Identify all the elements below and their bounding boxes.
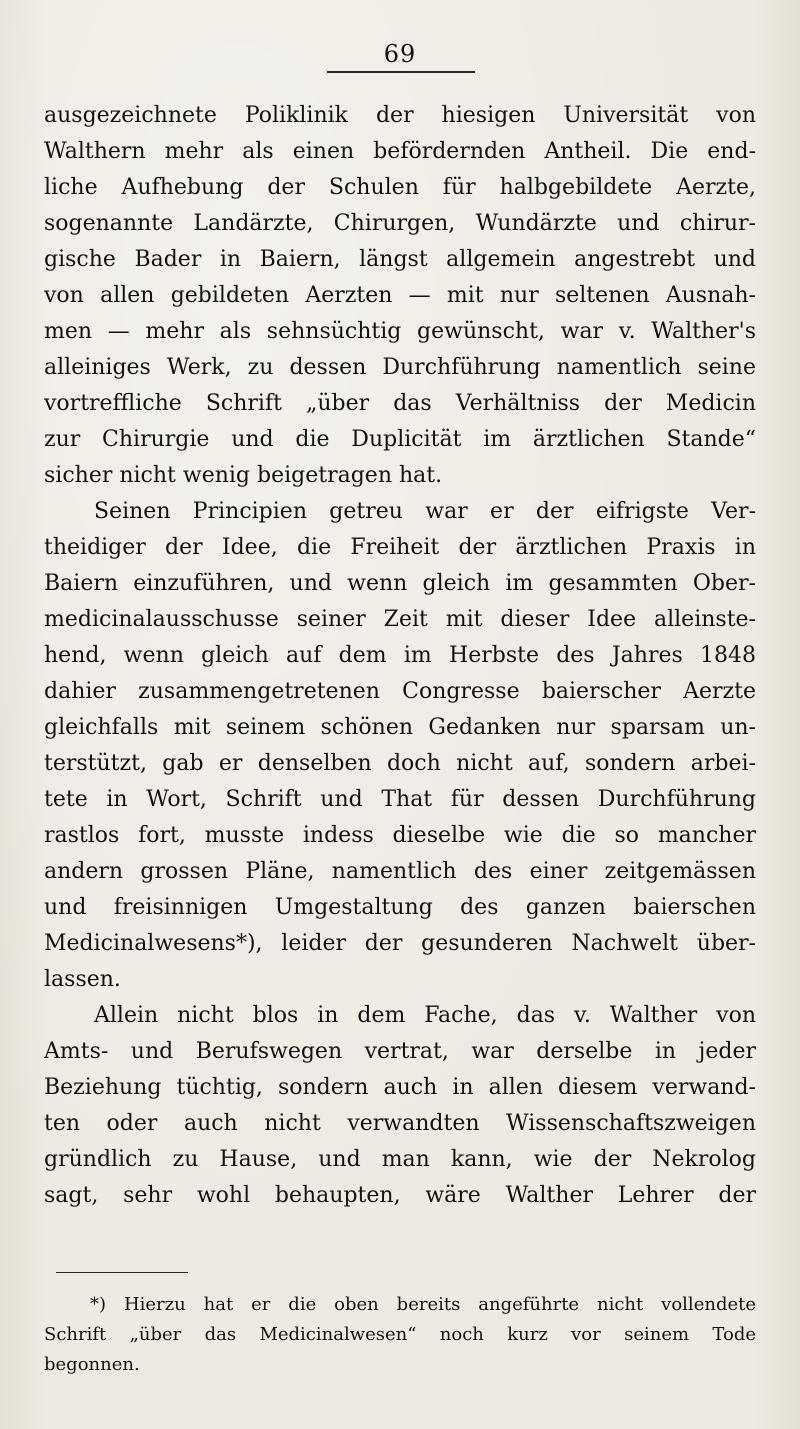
footnote: [44, 1290, 756, 1380]
footnote-line: *) Hierzu hat er die oben bereits angeführte nicht vollendete: [90, 1294, 756, 1315]
text-line: Medicinalwesens*), leider der gesunderen Nachwelt über-: [44, 931, 756, 956]
text-line: sicher nicht wenig beigetragen hat.: [44, 463, 443, 488]
text-line: alleiniges Werk, zu dessen Durchführung namentlich seine: [44, 355, 756, 380]
text-line: von allen gebildeten Aerzten — mit nur seltenen Ausnah-: [44, 283, 756, 308]
header-rule: [327, 71, 475, 73]
footnote-line: Schrift „über das Medicinalwesen“ noch kurz vor seinem Tode: [44, 1324, 756, 1345]
text-line: Amts- und Berufswegen vertrat, war derselbe in jeder: [44, 1039, 756, 1064]
body-text: [44, 98, 756, 1214]
text-line: theidiger der Idee, die Freiheit der ärztlichen Praxis in: [44, 535, 756, 560]
text-line: sogenannte Landärzte, Chirurgen, Wundärzte und chirur-: [44, 211, 756, 236]
text-line: gische Bader in Baiern, längst allgemein angestrebt und: [44, 247, 756, 272]
text-line: Allein nicht blos in dem Fache, das v. Walther von: [94, 1003, 756, 1028]
text-line: Seinen Principien getreu war er der eifrigste Ver-: [94, 499, 756, 524]
text-line: sagt, sehr wohl behaupten, wäre Walther Lehrer der: [44, 1183, 756, 1208]
text-line: vortreffliche Schrift „über das Verhältniss der Medicin: [44, 391, 756, 416]
text-line: gründlich zu Hause, und man kann, wie der Nekrolog: [44, 1147, 756, 1172]
text-line: rastlos fort, musste indess dieselbe wie die so mancher: [44, 823, 756, 848]
text-line: lassen.: [44, 967, 121, 992]
text-line: Baiern einzuführen, und wenn gleich im gesammten Ober-: [44, 571, 756, 596]
text-line: tete in Wort, Schrift und That für dessen Durchführung: [44, 787, 756, 812]
text-line: andern grossen Pläne, namentlich des einer zeitgemässen: [44, 859, 756, 884]
text-line: terstützt, gab er denselben doch nicht auf, sondern arbei-: [44, 751, 756, 776]
footnote-rule: [56, 1272, 188, 1273]
page-number: 69: [383, 40, 417, 68]
text-line: ten oder auch nicht verwandten Wissenschaftszweigen: [44, 1111, 756, 1136]
text-line: ausgezeichnete Poliklinik der hiesigen Universität von: [44, 103, 756, 128]
text-line: medicinalausschusse seiner Zeit mit dieser Idee alleinste-: [44, 607, 756, 632]
text-line: liche Aufhebung der Schulen für halbgebildete Aerzte,: [44, 175, 756, 200]
text-line: Beziehung tüchtig, sondern auch in allen diesem verwand-: [44, 1075, 756, 1100]
text-line: dahier zusammengetretenen Congresse baierscher Aerzte: [44, 679, 756, 704]
text-line: zur Chirurgie und die Duplicität im ärztlichen Stande“: [44, 427, 756, 452]
footnote-line: begonnen.: [44, 1354, 140, 1375]
text-line: gleichfalls mit seinem schönen Gedanken nur sparsam un-: [44, 715, 756, 740]
text-line: und freisinnigen Umgestaltung des ganzen baierschen: [44, 895, 756, 920]
text-line: Walthern mehr als einen befördernden Antheil. Die end-: [44, 139, 756, 164]
text-line: men — mehr als sehnsüchtig gewünscht, war v. Walther's: [44, 319, 756, 344]
text-line: hend, wenn gleich auf dem im Herbste des Jahres 1848: [44, 643, 756, 668]
